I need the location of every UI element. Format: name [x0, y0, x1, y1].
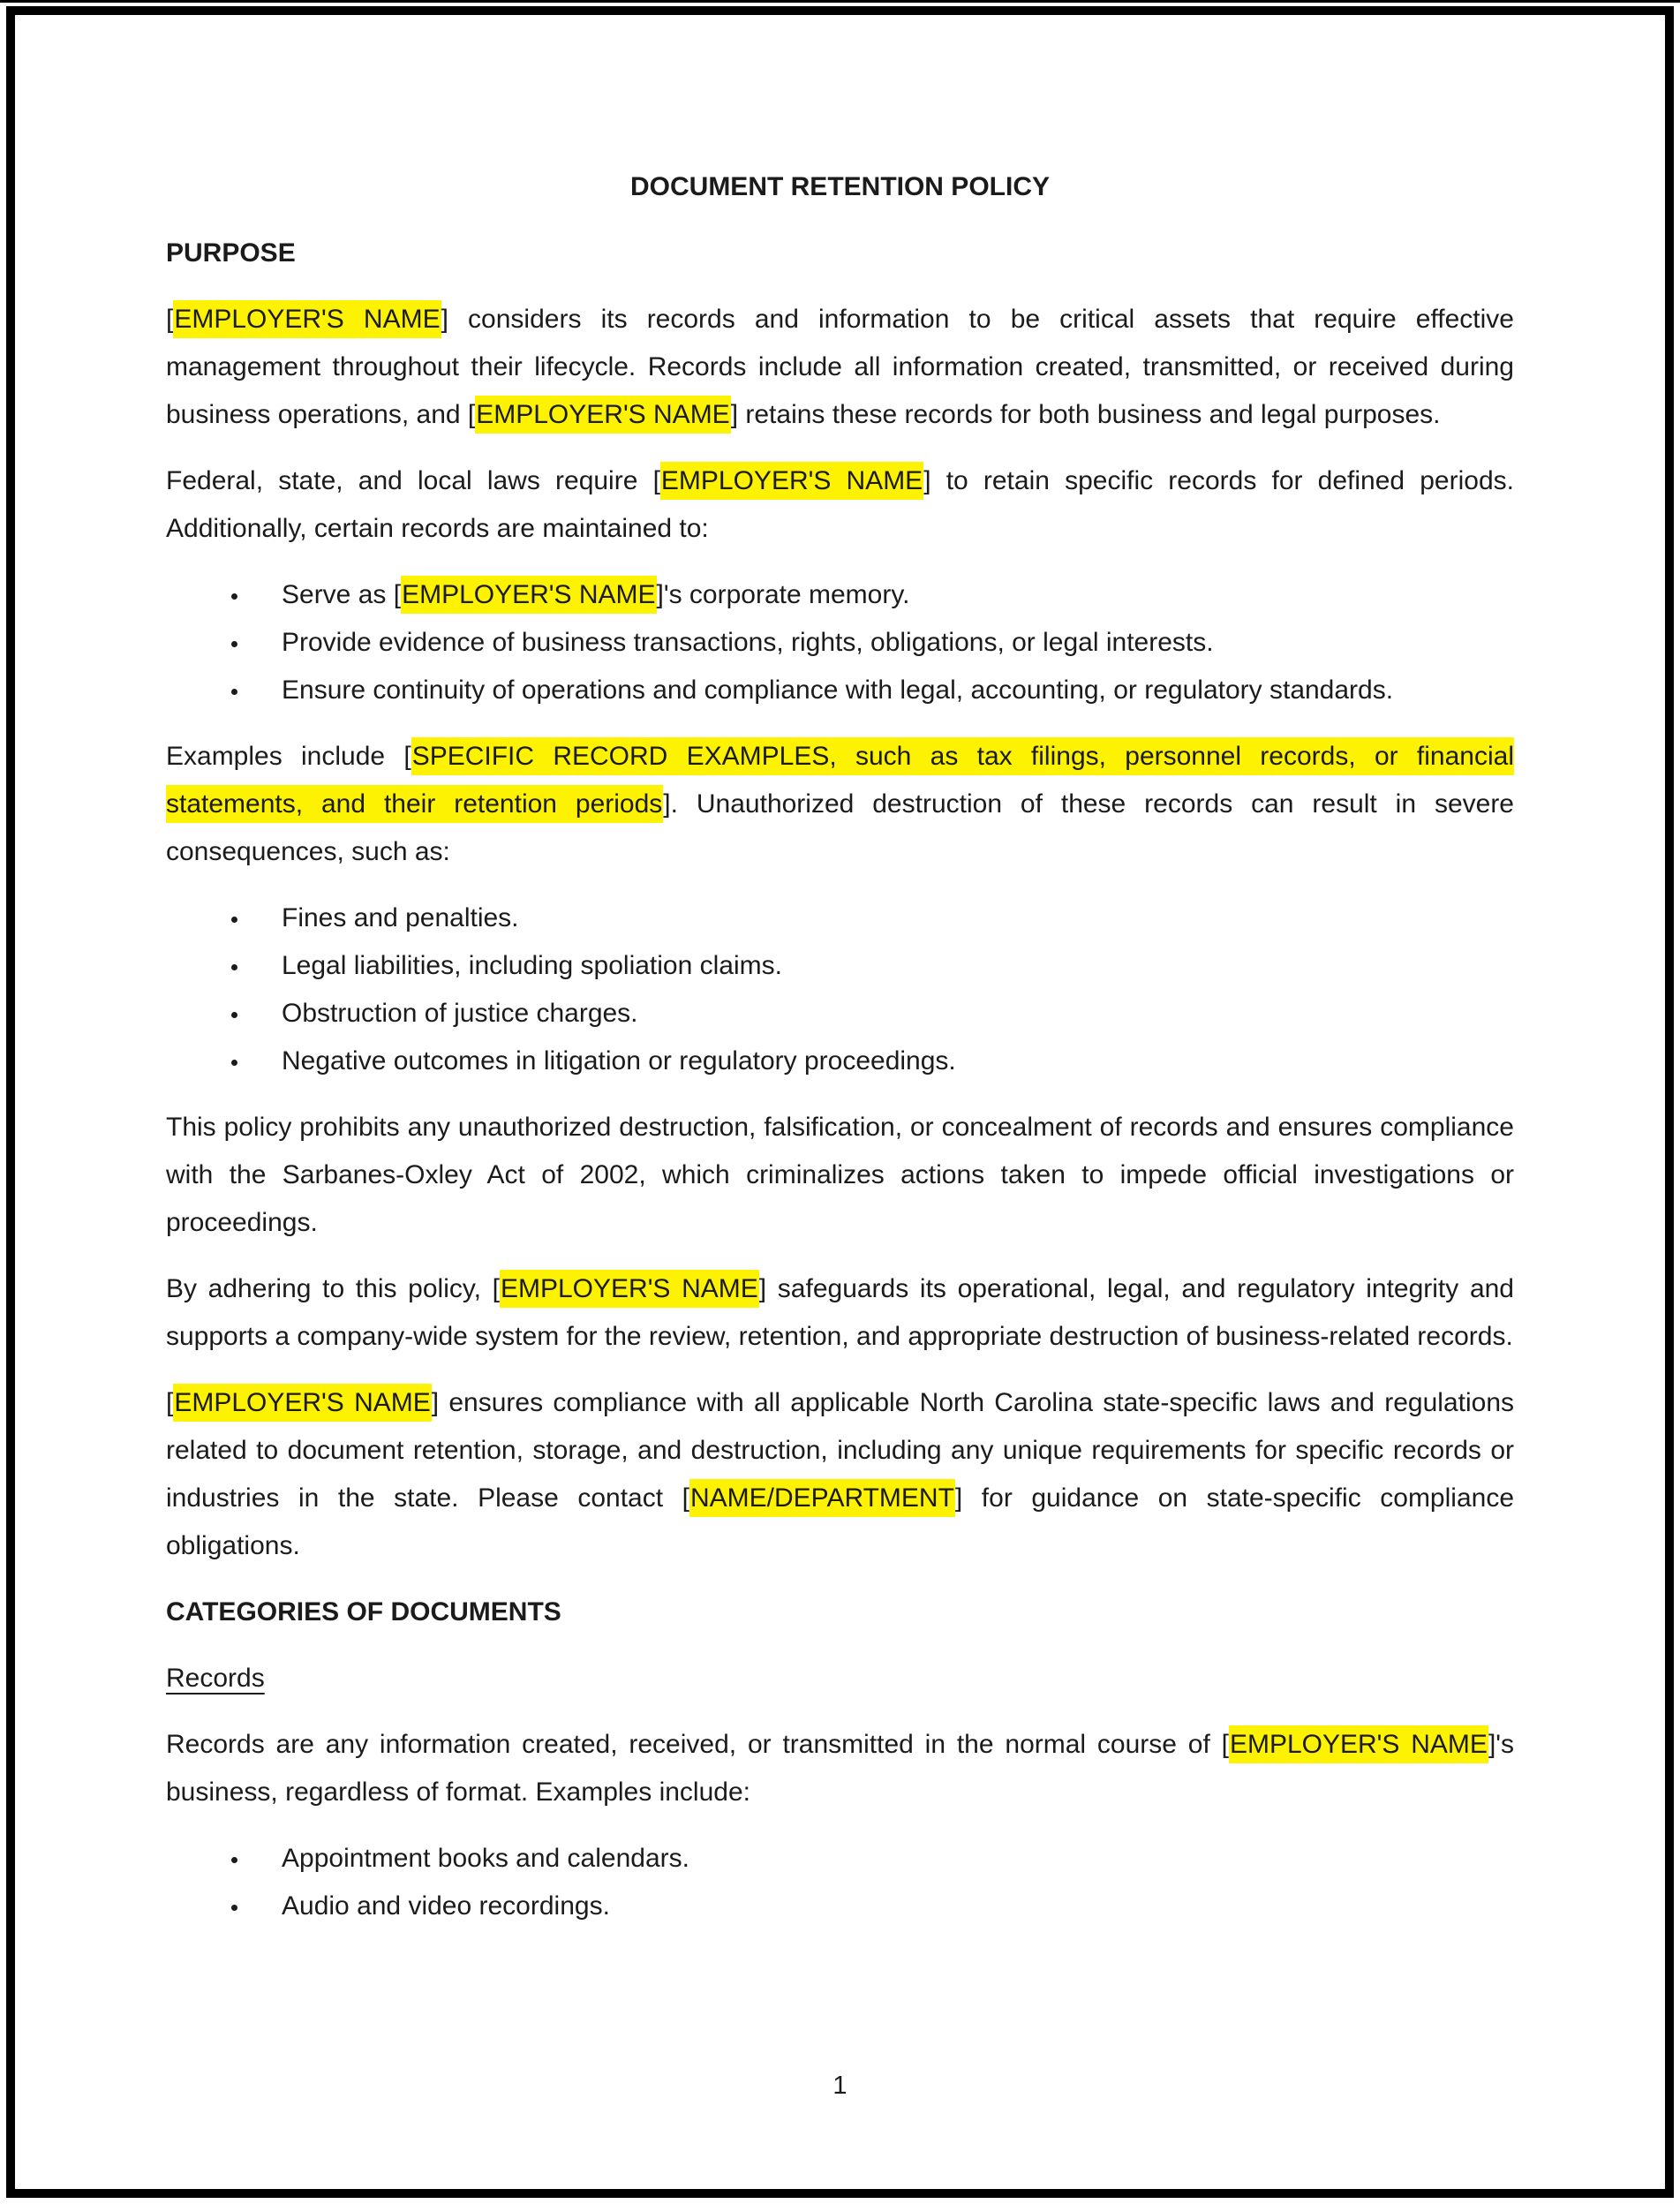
paragraph	[166, 733, 1514, 876]
paragraph	[166, 1721, 1514, 1816]
text-run: By adhering to this policy, [	[166, 1274, 500, 1303]
bullet-item	[250, 1835, 1514, 1883]
paragraph	[166, 296, 1514, 439]
bullet-list	[166, 1835, 1514, 1930]
bullet-list	[166, 894, 1514, 1085]
highlighted-placeholder: EMPLOYER'S NAME	[660, 462, 923, 500]
text-run: ]. Unauthorized destruction of these records can result in severe consequences, such as:	[166, 789, 1514, 866]
highlighted-placeholder: SPECIFIC RECORD EXAMPLES, such as tax filings, personnel records, or financial statements, and their retention periods	[166, 737, 1514, 823]
highlighted-placeholder: EMPLOYER'S NAME	[173, 300, 441, 338]
text-run: ] retains these records for both business and legal purposes.	[730, 400, 1441, 429]
bullet-item	[250, 619, 1514, 667]
highlighted-placeholder: NAME/DEPARTMENT	[689, 1479, 955, 1517]
paragraph	[166, 1379, 1514, 1570]
bullet-item	[250, 1038, 1514, 1085]
text-run: ] safeguards its operational, legal, and regulatory integrity and supports a company-wide system for the review, retention, and appropriate destruction of business-related records.	[166, 1274, 1514, 1351]
text-run: This policy prohibits any unauthorized destruction, falsification, or concealment of records and ensures compliance with the Sarbanes-Oxley Act of 2002, which criminalizes actions taken to impede official investigations or proceedings.	[166, 1113, 1514, 1237]
text-run: ] for guidance on state-specific compliance obligations.	[166, 1483, 1515, 1560]
page-number: 1	[832, 2072, 848, 2100]
paragraph	[166, 1104, 1514, 1247]
text-run: ]'s business, regardless of format. Examples include:	[166, 1730, 1514, 1807]
text-run: Ensure continuity of operations and compliance with legal, accounting, or regulatory standards.	[282, 676, 1394, 705]
section-heading: PURPOSE	[166, 238, 296, 268]
page-top-edge	[0, 0, 1680, 3]
bullet-list	[166, 571, 1514, 714]
highlighted-placeholder: EMPLOYER'S NAME	[401, 576, 656, 614]
bullet-item	[250, 667, 1514, 714]
text-run: Legal liabilities, including spoliation claims.	[282, 951, 782, 980]
paragraph	[166, 1265, 1514, 1361]
bullet-item	[250, 571, 1514, 619]
text-run: Federal, state, and local laws require [	[166, 466, 660, 495]
document-body	[166, 230, 1514, 1930]
text-run: Examples include [	[166, 742, 411, 771]
highlighted-placeholder: EMPLOYER'S NAME	[500, 1270, 759, 1308]
text-run: [	[166, 305, 174, 334]
text-run: Records are any information created, received, or transmitted in the normal course of [	[166, 1730, 1229, 1759]
bullet-item	[250, 942, 1514, 990]
text-run: Provide evidence of business transactions, rights, obligations, or legal interests.	[282, 628, 1214, 657]
text-run: Obstruction of justice charges.	[282, 999, 638, 1028]
text-run: ] ensures compliance with all applicable North Carolina state-specific laws and regulations related to document retention, storage, and destruction, including any unique requirements for specific records or industries in the state. Please contact [	[166, 1388, 1514, 1513]
document-title: DOCUMENT RETENTION POLICY	[629, 172, 1050, 201]
highlighted-placeholder: EMPLOYER'S NAME	[173, 1384, 431, 1422]
text-run: Appointment books and calendars.	[282, 1844, 689, 1873]
text-run: ] considers its records and information to be critical assets that require effective management throughout their lifecycle. Records include all information created, transmitted, or received during business operations, and [	[166, 305, 1514, 429]
text-run: Fines and penalties.	[282, 903, 519, 932]
paragraph	[166, 457, 1514, 553]
bullet-item	[250, 1883, 1514, 1930]
document-content	[166, 163, 1514, 1949]
text-run: [	[166, 1388, 174, 1417]
text-run: ]'s corporate memory.	[656, 580, 910, 609]
text-run: Negative outcomes in litigation or regulatory proceedings.	[282, 1046, 956, 1076]
bullet-item	[250, 990, 1514, 1038]
text-run: Serve as [	[282, 580, 402, 609]
highlighted-placeholder: EMPLOYER'S NAME	[1229, 1725, 1488, 1763]
bullet-item	[250, 894, 1514, 942]
section-heading: CATEGORIES OF DOCUMENTS	[166, 1597, 561, 1627]
highlighted-placeholder: EMPLOYER'S NAME	[475, 396, 730, 434]
text-run: ] to retain specific records for defined periods. Additionally, certain records are maintained to:	[166, 466, 1514, 543]
subsection-heading-underlined: Records	[166, 1664, 265, 1693]
text-run: Audio and video recordings.	[282, 1891, 610, 1921]
